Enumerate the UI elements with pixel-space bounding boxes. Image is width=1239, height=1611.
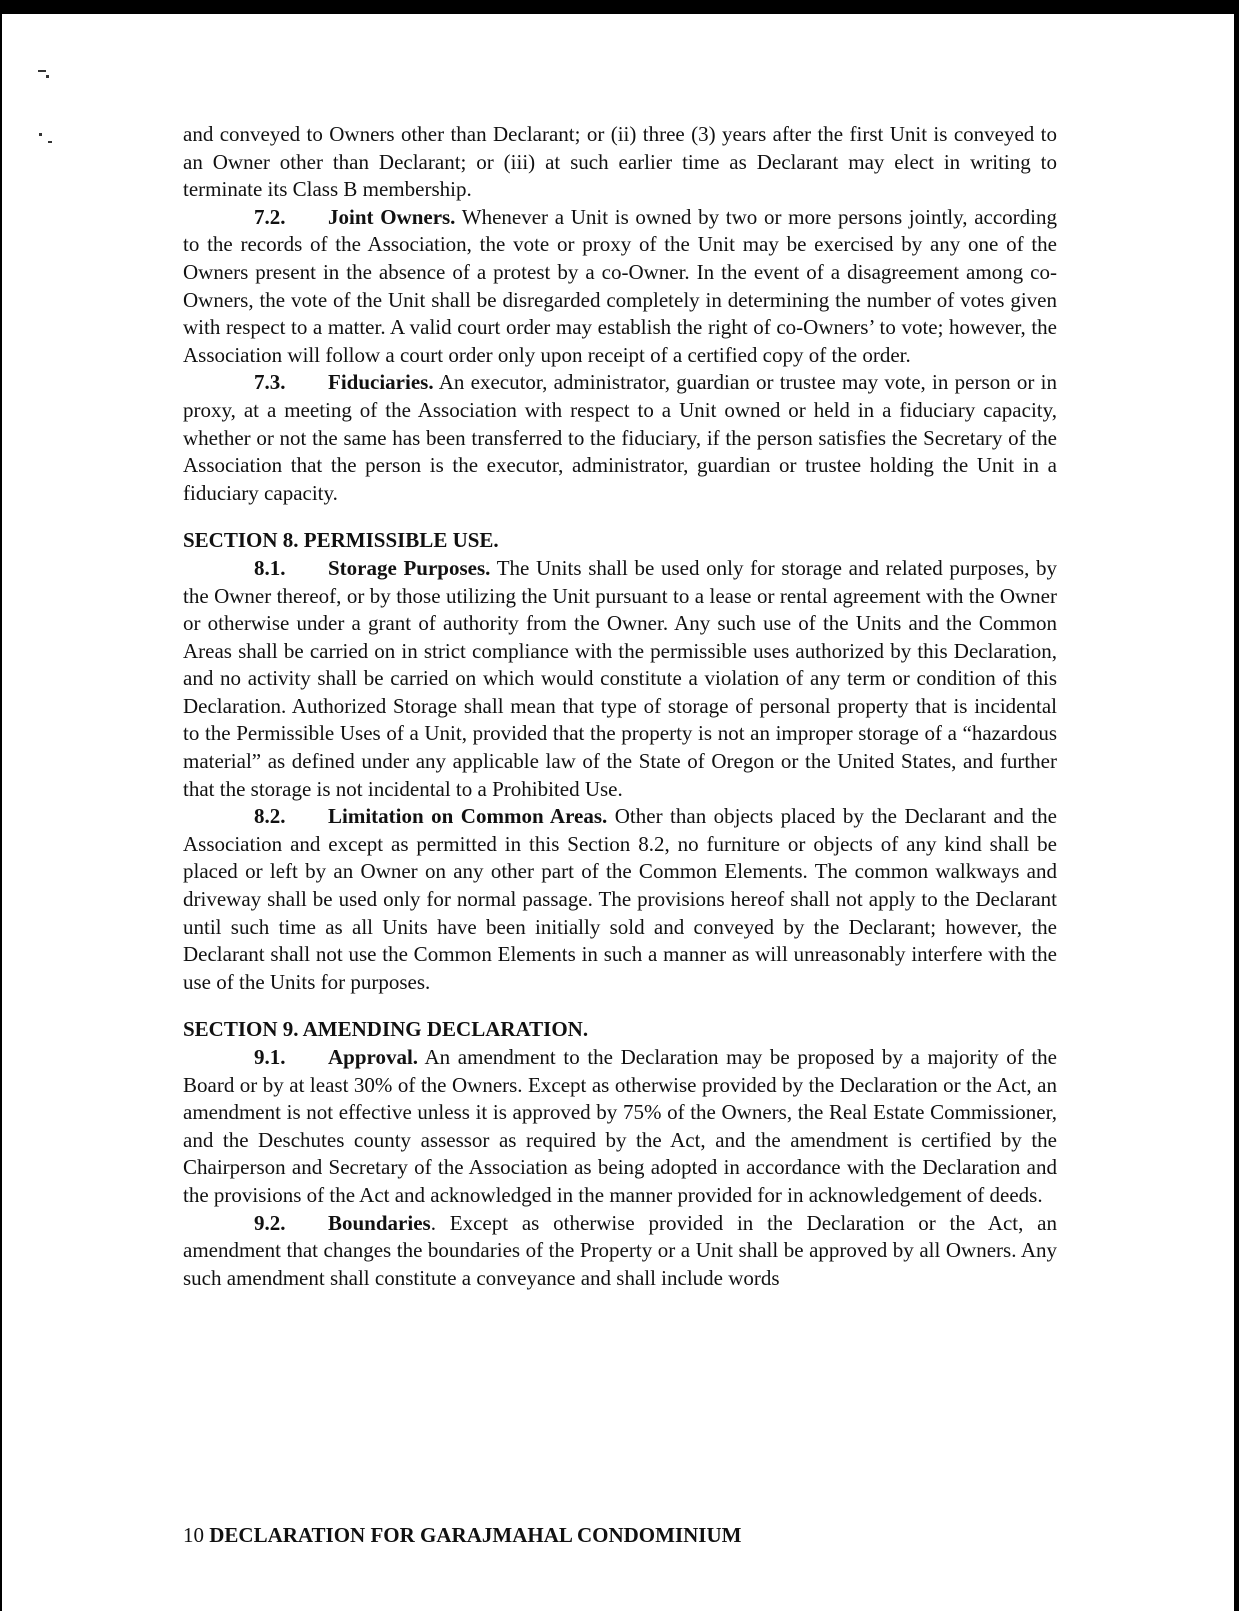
paragraph-9-1 [183, 1044, 1057, 1210]
section-number: 9.2. [254, 1210, 286, 1235]
paragraph-7-2 [183, 204, 1057, 370]
section-9-heading: SECTION 9. AMENDING DECLARATION. [183, 1017, 589, 1042]
scan-speck [38, 70, 46, 72]
document-body [183, 121, 1057, 1292]
section-number: 9.1. [254, 1045, 286, 1069]
page-number: 10 [183, 1523, 204, 1547]
subsection-heading: Limitation on Common Areas. [328, 804, 608, 829]
footer-title: DECLARATION FOR GARAJMAHAL CONDOMINIUM [209, 1523, 742, 1547]
subsection-heading: Approval. [328, 1045, 419, 1069]
subsection-heading: Joint Owners. [328, 204, 456, 229]
page-footer [183, 1522, 741, 1548]
section-number: 8.2. [254, 804, 286, 829]
paragraph-text: The Units shall be used only for storage and related purposes, by the Owner thereof, or by those utilizing the Unit pursuant to a lease or rental agreement with the Owner or otherwise under a grant of authority from the Owner. Any such use of the Units and the Common Areas shall be carried on in strict compliance with the permissible uses authorized by this Declaration, and no activity shall be carried on which would constitute a violation of any term or condition of this Declaration. Authorized Storage shall mean that type of storage of personal property that is incidental to the Permissible Uses of a Unit, provided that the property is not an improper storage of a “hazardous material” as defined under any applicable law of the State of Oregon or the United States, and further that the storage is not incidental to a Prohibited Use. [183, 555, 1057, 801]
section-number: 7.3. [254, 370, 286, 395]
paragraph-8-2 [183, 803, 1057, 996]
subsection-heading: Boundaries [328, 1210, 431, 1235]
paragraph-text: Whenever a Unit is owned by two or more persons jointly, according to the records of the Association, the vote or proxy of the Unit may be exercised by any one of the Owners present in the absence of a protest by a co-Owner. In the event of a disagreement among co-Owners, the vote of the Unit shall be disregarded completely in determining the number of votes given with respect to a matter. A valid court order may establish the right of co-Owners’ to vote; however, the Association will follow a court order only upon receipt of a certified copy of the order. [183, 204, 1057, 367]
section-number: 7.2. [254, 204, 286, 229]
paragraph-9-2 [183, 1210, 1057, 1293]
scan-speck [46, 75, 49, 78]
section-number: 8.1. [254, 555, 286, 580]
paragraph-text: . Except as otherwise provided in the Declaration or the Act, an amendment that changes the boundaries of the Property or a Unit shall be approved by all Owners. Any such amendment shall constitute a conveyance and shall include words [183, 1210, 1057, 1290]
paragraph-8-1 [183, 555, 1057, 803]
scan-speck [39, 133, 42, 136]
paragraph-text: An executor, administrator, guardian or trustee may vote, in person or in proxy, at a meeting of the Association with respect to a Unit owned or held in a fiduciary capacity, whether or not the same has been transferred to the fiduciary, if the person satisfies the Secretary of the Association that the person is the executor, administrator, guardian or trustee holding the Unit in a fiduciary capacity. [183, 370, 1057, 505]
paragraph-text: An amendment to the Declaration may be proposed by a majority of the Board or by at least 30% of the Owners. Except as otherwise provided by the Declaration or the Act, an amendment is not effective unless it is approved by 75% of the Owners, the Real Estate Commissioner, and the Deschutes county assessor as required by the Act, and the amendment is certified by the Chairperson and Secretary of the Association as being adopted in accordance with the Declaration and the provisions of the Act and acknowledged in the manner provided for in acknowledgement of deeds. [183, 1045, 1057, 1207]
scan-border-left [0, 0, 2, 1611]
scan-speck [48, 141, 52, 143]
paragraph-continued: and conveyed to Owners other than Declarant; or (ii) three (3) years after the first Unit is conveyed to an Owner other than Declarant; or (iii) at such earlier time as Declarant may elect in writing to terminate its Class B membership. [183, 122, 1057, 202]
paragraph-text: Other than objects placed by the Declarant and the Association and except as permitted in this Section 8.2, no furniture or objects of any kind shall be placed or left by an Owner on any other part of the Common Elements. The common walkways and driveway shall be used only for normal passage. The provisions hereof shall not apply to the Declarant until such time as all Units have been initially sold and conveyed by the Declarant; however, the Declarant shall not use the Common Elements in such a manner as will unreasonably interfere with the use of the Units for purposes. [183, 804, 1057, 994]
scan-border-right [1234, 0, 1239, 1611]
subsection-heading: Fiduciaries. [328, 370, 434, 395]
paragraph-7-3 [183, 369, 1057, 507]
subsection-heading: Storage Purposes. [328, 555, 491, 580]
section-8-heading: SECTION 8. PERMISSIBLE USE. [183, 528, 499, 553]
scan-border-top [0, 0, 1239, 14]
